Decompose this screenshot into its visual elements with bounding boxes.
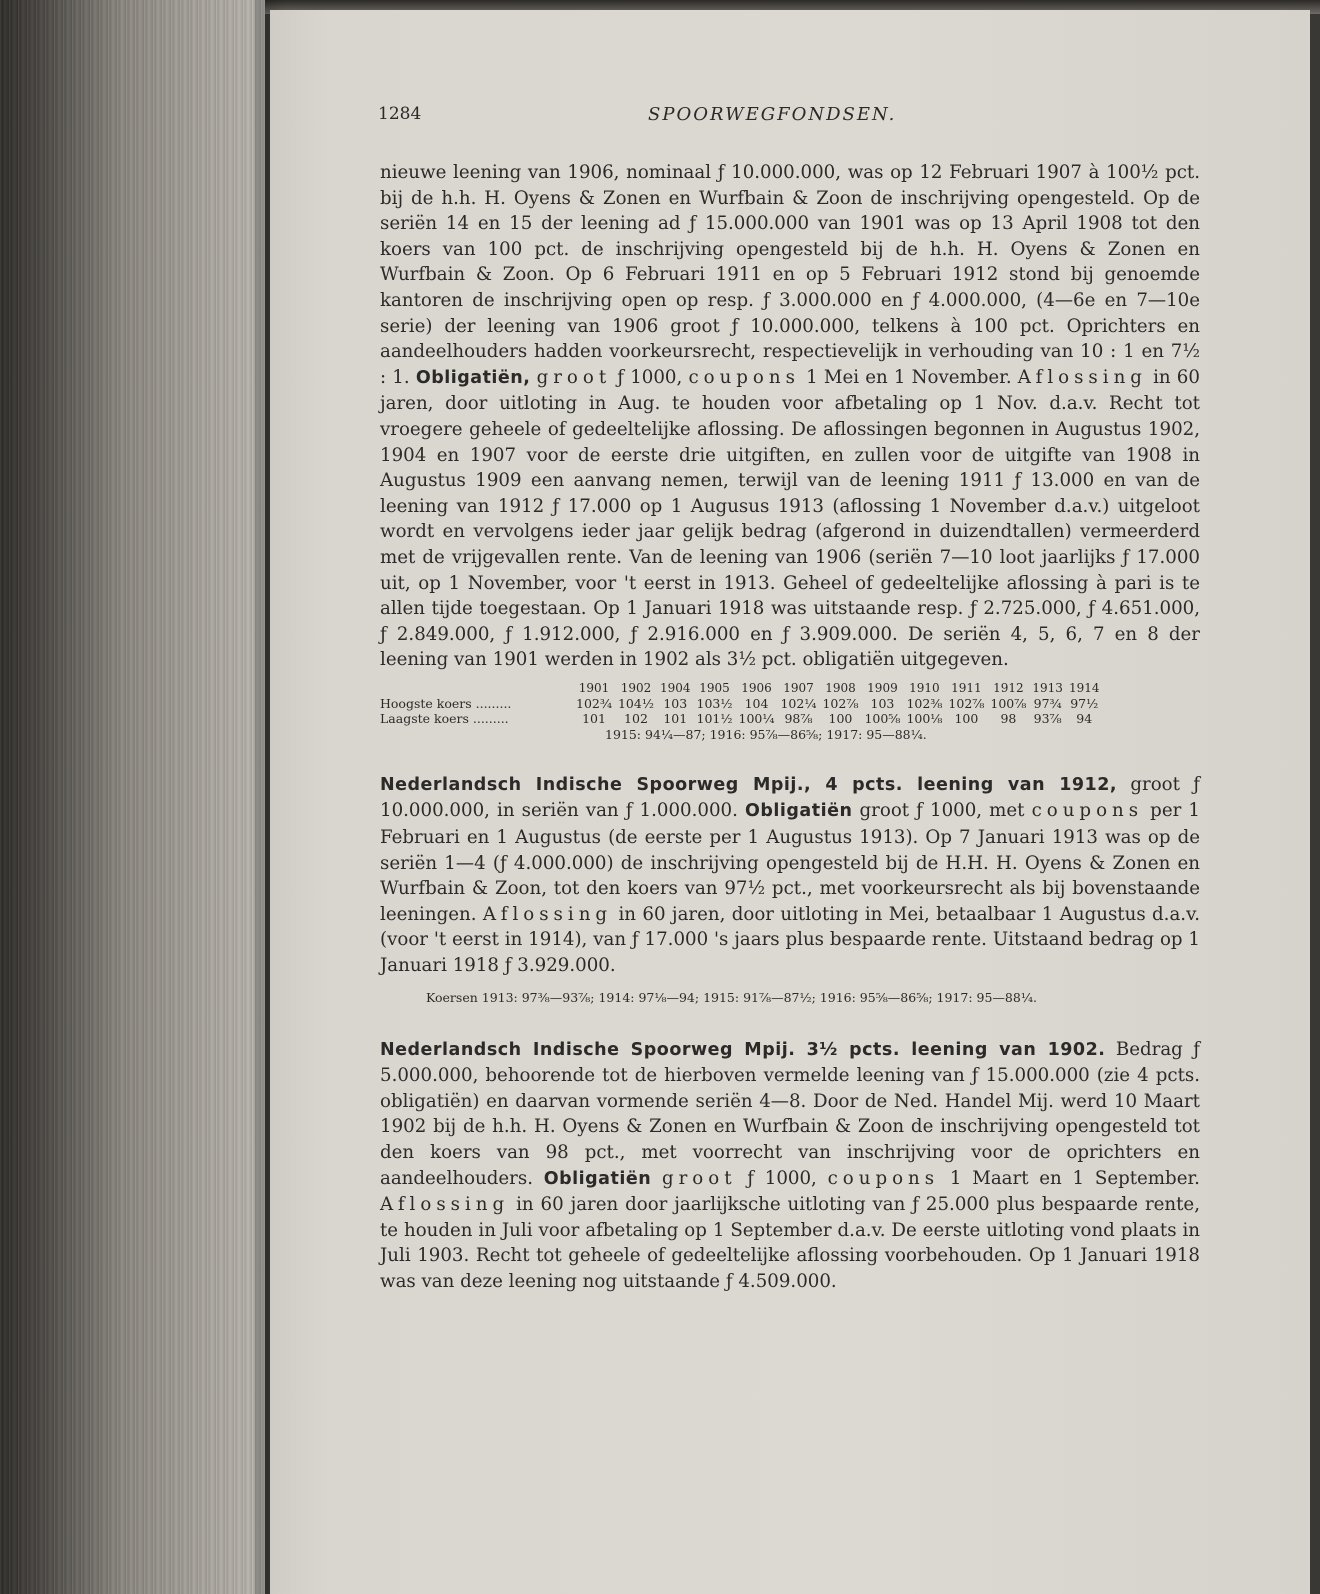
section2-paragraph [380, 772, 1200, 979]
section3-text-d: in 60 jaren door jaarlijksche uitloting van ƒ 25.000 plus bespaarde rente, te houden in Juli voor afbetaling op 1 September d.a.v. De eerste uitloting vond plaats in Juli 1903. Recht tot geheele of gedeeltelijke aflossing voorbehouden. Op 1 Januari 1918 was van deze leening nog uitstaande ƒ 4.509.000. [380, 1194, 1200, 1292]
koers-row-label: Hoogste koers ......... [380, 695, 512, 711]
koers-value-cell: 102¼ [780, 695, 817, 711]
koers-value-cell: 102⅜ [906, 695, 943, 711]
koers-value-cell: 100 [828, 710, 853, 726]
koers-value-cell: 103 [870, 695, 895, 711]
koers-value-cell: 101 [582, 710, 606, 726]
section1-text-b: ƒ 1000, [617, 366, 683, 388]
koers-value-cell: 103 [663, 695, 688, 711]
section1-paragraph [380, 160, 1200, 673]
koers-year-cell: 1910 [909, 680, 940, 695]
section2-heading: Nederlandsch Indische Spoorweg Mpij., 4 pcts. leening van 1912, [380, 774, 1118, 795]
coupons-label: coupons [688, 366, 800, 388]
page-number: 1284 [378, 104, 422, 124]
section2-aflossing-label: Aflossing [482, 903, 613, 925]
koers-table-wrap [380, 681, 1200, 742]
koers-value-cell: 94 [1076, 710, 1093, 726]
section3-groot-label: groot [661, 1167, 737, 1189]
obligatien-label: Obligatiën, [415, 367, 531, 388]
text-block [380, 160, 1200, 1295]
section2-text-d: in 60 jaren, door uitloting in Mei, betaalbaar 1 Augustus d.a.v. (voor 't eerst in 1914), van ƒ 17.000 's jaars plus bespaarde rente. Uitstaand bedrag op 1 Januari 1918 ƒ 3.929.000. [380, 903, 1200, 977]
koers-year-row [380, 681, 1102, 696]
koers-year-cell: 1902 [620, 680, 652, 695]
koers-value-cell: 102⅞ [822, 695, 859, 711]
koers-year-cell: 1914 [1068, 680, 1100, 695]
koers-year-cell: 1912 [993, 680, 1024, 695]
koers-year-cell: 1908 [825, 680, 856, 695]
koers-value-cell: 97½ [1070, 695, 1099, 711]
section2-coupons-label: coupons [1031, 800, 1144, 822]
koers-value-cell: 100⅛ [906, 710, 943, 726]
koers-row [380, 696, 1102, 711]
section2-text-a: groot ƒ 10.000.000, in seriën van ƒ 1.000.000. [380, 773, 1200, 822]
section1-text-c: 1 Mei en 1 November. [806, 366, 1012, 388]
koers-value-cell: 104 [744, 695, 769, 711]
koers-value-cell: 100 [954, 710, 979, 726]
koers-value-cell: 101½ [696, 710, 733, 726]
koers-value-cell: 100¼ [738, 710, 775, 726]
koers-table [380, 681, 1102, 726]
koers-year-cell: 1905 [699, 680, 730, 695]
koers-year-cell: 1913 [1032, 680, 1063, 695]
section3-paragraph [380, 1037, 1200, 1295]
book-page [270, 10, 1310, 1594]
koers-value-cell: 103½ [696, 695, 733, 711]
koers-value-cell: 93⅞ [1033, 710, 1062, 726]
koers-corner-cell [380, 681, 573, 696]
section3-heading: Nederlandsch Indische Spoorweg Mpij. 3½ pcts. leening van 1902. [380, 1039, 1106, 1060]
koers-value-cell: 98⅞ [784, 710, 813, 726]
section2-obligatien-label: Obligatiën [745, 801, 853, 822]
book-fore-edge [0, 0, 265, 1594]
koers-value-cell: 101 [663, 710, 688, 726]
koers-value-cell: 98 [1000, 710, 1017, 726]
section1-text-d: in 60 jaren, door uitloting in Aug. te houden voor afbetaling op 1 Nov. d.a.v. Recht tot vroegere geheele of gedeeltelijke aflossing. De aflossingen begonnen in Augustus 1902, 1904 en 1907 voor de eerste drie uitgiften, en zullen voor de uitgifte van 1908 in Augustus 1909 een aanvang nemen, terwijl van de leening 1911 ƒ 13.000 en van de leening van 1912 ƒ 17.000 op 1 Augusus 1913 (aflossing 1 November d.a.v.) uitgeloot wordt en vervolgens ieder jaar gelijk bedrag (afgerond in duizendtallen) vermeerderd met de vrijgevallen rente. Van de leening van 1906 (seriën 7—10 loot jaarlijks ƒ 17.000 uit, op 1 November, voor 't eerst in 1913. Geheel of gedeeltelijke aflossing à pari is te allen tijde toegestaan. Op 1 Januari 1918 was uitstaande resp. ƒ 2.725.000, ƒ 4.651.000, ƒ 2.849.000, ƒ 1.912.000, ƒ 2.916.000 en ƒ 3.909.000. De seriën 4, 5, 6, 7 en 8 der leening van 1901 werden in 1902 als 3½ pct. obligatiën uitgegeven. [380, 366, 1200, 671]
section3-text-b: ƒ 1000, [747, 1167, 817, 1189]
koers-year-cell: 1904 [659, 680, 691, 695]
running-title: SPOORWEGFONDSEN. [648, 104, 897, 125]
groot-label: groot [536, 366, 612, 388]
koers-year-cell: 1909 [867, 680, 898, 695]
section2-text-c: per 1 Februari en 1 Augustus (de eerste per 1 Augustus 1913). Op 7 Januari 1913 was op de seriën 1—4 (ƒ 4.000.000) de inschrijving opengesteld bij de H.H. H. Oyens & Zonen en Wurfbain & Zoon, tot den koers van 97½ pct., met voorkeursrecht als bij bovenstaande leeningen. [380, 800, 1200, 925]
koers-value-cell: 104½ [617, 695, 654, 711]
section3-aflossing-label: Aflossing [380, 1194, 510, 1216]
section3-text-c: 1 Maart en 1 September. [949, 1167, 1200, 1189]
section1-text-a: nieuwe leening van 1906, nominaal ƒ 10.000.000, was op 12 Februari 1907 à 100½ pct. bij de h.h. H. Oyens & Zonen en Wurfbain & Zoon de inschrijving opengesteld. Op de seriën 14 en 15 der leening ad ƒ 15.000.000 van 1901 was op 13 April 1908 tot den koers van 100 pct. de inschrijving opengesteld bij de h.h. H. Oyens & Zonen en Wurfbain & Zoon. Op 6 Februari 1911 en op 5 Februari 1912 stond bij genoemde kantoren de inschrijving open op resp. ƒ 3.000.000 en ƒ 4.000.000, (4—6e en 7—10e serie) der leening van 1906 groot ƒ 10.000.000, telkens à 100 pct. Oprichters en aandeelhouders hadden voorkeursrecht, respectievelijk in verhouding van 10 : 1 en 7½ : 1. [380, 162, 1200, 388]
section2-text-b: groot ƒ 1000, met [859, 800, 1025, 822]
koers-year-cell: 1901 [578, 680, 610, 695]
koers-value-cell: 100⅞ [990, 695, 1027, 711]
section3-coupons-label: coupons [827, 1167, 940, 1189]
koers-value-cell: 102⅞ [948, 695, 985, 711]
koers-year-cell: 1907 [783, 680, 814, 695]
koers-row-label: Laagste koers ......... [380, 710, 509, 726]
section3-text-a: Bedrag ƒ 5.000.000, behoorende tot de hierboven vermelde leening van ƒ 15.000.000 (zie 4 pcts. obligatiën) en daarvan vormende seriën 4—8. Door de Ned. Handel Mij. werd 10 Maart 1902 bij de h.h. H. Oyens & Zonen en Wurfbain & Zoon de inschrijving opengesteld tot den koers van 98 pct., met voorrecht van inschrijving voor de oprichters en aandeelhouders. [380, 1038, 1200, 1189]
koers-value-cell: 100⅝ [864, 710, 901, 726]
koers-value-cell: 97¾ [1033, 695, 1062, 711]
koers-value-cell: 102¾ [576, 695, 612, 711]
koers-year-cell: 1911 [951, 680, 982, 695]
koers-value-cell: 102 [624, 710, 648, 726]
running-head [378, 104, 1198, 132]
section3-obligatien-label: Obligatiën [543, 1168, 652, 1189]
koers-year-cell: 1906 [741, 680, 772, 695]
aflossing-label: Aflossing [1017, 366, 1147, 388]
section2-koersen: Koersen 1913: 97⅜—93⅞; 1914: 97⅛—94; 1915: 91⅞—87½; 1916: 95⅝—86⅝; 1917: 95—88¼. [426, 989, 1037, 1005]
koers-row [380, 711, 1102, 726]
koers-table-footer: 1915: 94¼—87; 1916: 95⅞—86⅝; 1917: 95—88¼. [605, 726, 927, 742]
